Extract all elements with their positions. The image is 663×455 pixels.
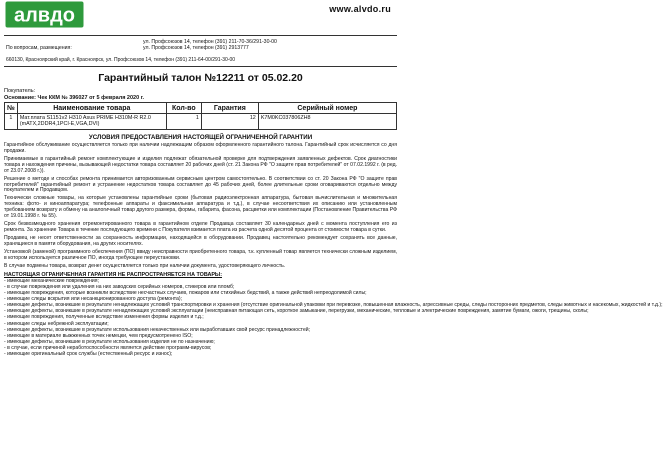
header-rule bbox=[4, 35, 397, 36]
paragraph: Продавец не несет ответственности за сохранность информации, находящейся в оборудовании. Продавец настоятельно рекомендует сохранять все данные, хранящиеся в памяти оборудования, на других носителях. bbox=[4, 235, 397, 248]
list-item: - имеющие повреждения, которые возникли вследствие несчастных случаев, пожаров или стихийных бедствий, а также действий непреодолимой силы; bbox=[4, 290, 367, 297]
list-item: - имеющие дефекты, возникшие в результате ненадлежащих условий транспортировки и хранения (отсутствие оригинальной упаковки при перевозке, повышенная влажность, агрессивные среды, следы посторонних предметов, следы животных и насекомых, жидкостей и т.д.); bbox=[4, 302, 663, 309]
site-url[interactable]: www.alvdo.ru bbox=[329, 4, 391, 14]
contacts-question-label: По вопросам, размещения: bbox=[6, 45, 72, 51]
list-item: - имеющие в материале выжженных точек немецки, чем предусмотренено ISO; bbox=[4, 332, 193, 339]
list-item: - имеющие повреждения, полученные вследствие изменения формы изделия и т.д.; bbox=[4, 314, 204, 321]
col-number: № bbox=[5, 103, 18, 114]
cell-serial: K7M0KC037806ZH8 bbox=[258, 114, 396, 130]
paragraph: Срок безвозмездного хранения отремонтированного товара в гарантийном отделе Продавца составляет 30 календарных дней с момента поступления его из ремонта. За хранение Товара в течение последующего времени с Покупателя взимается плата из расчета одной десятой процента от стоимости товара в сутки. bbox=[4, 221, 397, 234]
list-item: - имеющие дефекты, возникшие в результате использования некачественных или выработавших свой ресурс принадлежностей; bbox=[4, 326, 311, 333]
paragraph: Установкой (заменой) программного обеспечения (ПО) ввиду неисправности приобретенного товара, т.к. купленный товар является технически сложным изделием, в котором используется различное ПО, иногда требующее переустановки. bbox=[4, 249, 397, 262]
list-item: - в случае, если причиной неработоспособности является действие программ-вирусов; bbox=[4, 344, 212, 351]
items-table bbox=[4, 102, 397, 130]
conditions-title: УСЛОВИЯ ПРЕДОСТАВЛЕНИЯ НАСТОЯЩЕЙ ОГРАНИЧЕННОЙ ГАРАНТИИ bbox=[88, 133, 313, 141]
header bbox=[4, 0, 397, 37]
contacts bbox=[4, 37, 397, 63]
basis-line: Основание: Чек ККМ № 396027 от 5 февраля 2020 г. bbox=[4, 95, 144, 101]
table-header-row bbox=[5, 103, 397, 114]
cell-warranty: 12 bbox=[201, 114, 258, 130]
contacts-rule bbox=[4, 66, 397, 67]
col-serial: Серийный номер bbox=[258, 103, 396, 114]
paragraph: Принимаемые в гарантийный ремонт комплектующие и изделия подлежат обязательной проверке для подтверждения заявленных дефектов. Срок диагностики товара и нахождения причины, вызывающей недостатки товара составляет 20 рабочих дней (ст. 21 Закона РФ "О защите прав потребителей" от 07.02.1992 г. (в ред. от 23.07.2008 г.)). bbox=[4, 155, 397, 174]
list-item: - имеющие дефекты, возникшие в результате использования изделия не по назначению; bbox=[4, 338, 215, 345]
col-qty: Кол-во bbox=[166, 103, 201, 114]
cell-name: Мат.плата S1151v2 H310 Asus PRIME H310M-R R2.0 (mATX,2DDR4,1PCI-E,VGA,DVI) bbox=[17, 114, 166, 130]
paragraph: Гарантийное обслуживание осуществляется только при наличии надлежащим образом оформленного гарантийного талона. Гарантийный срок исчисляется со дня продажи. bbox=[4, 141, 397, 154]
list-item: - в случае повреждения или удаления на них заводских серийных номеров, стикеров или пломб; bbox=[4, 284, 235, 291]
logo-text: алвдо bbox=[13, 4, 76, 27]
contact-line: ул. Профсоюзов 14, телефон (391) 211-70-36/291-30-00 bbox=[143, 39, 277, 45]
conditions-text bbox=[4, 143, 397, 270]
paragraph: Технически сложные товары, на которые установлены гарантийные сроки (бытовая радиоэлектронная аппаратура, бытовая вычислительная и множительная техника: фото- и киноаппаратура; телефонные аппараты и факсимильная аппаратура и т.д.), в случае несоответствия их описанию или установленным требованиям возврату и обмену на аналогичный товар другого размера, формы, габарита, фасона, расцветки или комплектации (Постановление Правительства РФ от 19.01.1998 г. № 55). bbox=[4, 195, 397, 220]
cell-qty: 1 bbox=[166, 114, 201, 130]
contact-line: ул. Профсоюзов 14, телефон (391) 2913777 bbox=[143, 45, 249, 52]
table-row bbox=[5, 114, 397, 130]
contacts-lines bbox=[143, 39, 277, 52]
paragraph: Решение о методе и способах ремонта принимается авторизованным сервисным центром самостоятельно. В соответствии со ст. 20 Закона РФ "О защите прав потребителей" гарантийный ремонт и устранение недостатков товара составляет до 45 рабочих дней, более длительные сроки оговариваются отдельно между покупателем и Продавцом. bbox=[4, 175, 397, 194]
logo bbox=[5, 1, 84, 28]
col-warranty: Гарантия bbox=[201, 103, 258, 114]
not-covered-list bbox=[4, 277, 663, 358]
list-item: - имеющие дефекты, возникшие в результате ненадлежащих условий эксплуатации (неисправная питающая сеть, короткое замыкание, перегрузки, механические, тепловые и электрические повреждения, замятие бумаги, ожоги, трещины, сколы; bbox=[4, 308, 589, 315]
col-name: Наименование товара bbox=[17, 103, 166, 114]
list-item: - имеющие следы вскрытия или несанкционированного доступа (ремонта); bbox=[4, 296, 182, 303]
cell-number: 1 bbox=[5, 114, 18, 130]
list-item: - имеющие оригинальный срок службы (естественный ресурс и износ); bbox=[4, 351, 173, 358]
contacts-address: 660130, Красноярский край, г. Красноярск, ул. Профсоюзов 14, телефон (391) 211-64-00/291-30-00 bbox=[6, 57, 236, 63]
page-title: Гарантийный талон №12211 от 05.02.20 bbox=[98, 72, 303, 84]
list-item: - имеющие механические повреждения; bbox=[4, 277, 99, 284]
list-item: - имеющие следы небрежной эксплуатации; bbox=[4, 320, 109, 327]
paragraph: В случае подмены товара, возврат денег осуществляется только при наличии документа, удостоверяющего личность. bbox=[4, 262, 286, 269]
not-covered-title: НАСТОЯЩАЯ ОГРАНИЧЕННАЯ ГАРАНТИЯ НЕ РАСПРОСТРАНЯЕТСЯ НА ТОВАРЫ: bbox=[4, 271, 222, 278]
buyer-label: Покупатель: bbox=[4, 88, 36, 94]
